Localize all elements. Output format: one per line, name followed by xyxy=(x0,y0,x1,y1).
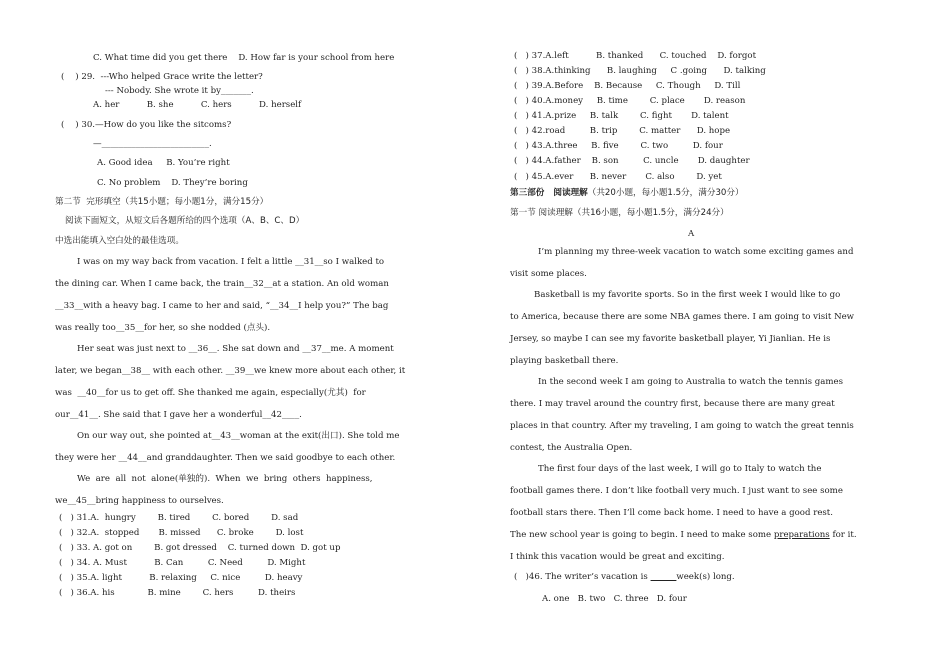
option-row: ( ) 35.A. light B. relaxing C. nice D. heavy xyxy=(59,573,303,583)
part3-heading-scoring: （共20小题，每小题1.5分，满分30分） xyxy=(587,188,744,198)
option-row: ( ) 31.A. hungry B. tired C. bored D. sad xyxy=(59,513,299,523)
passage-line: the dining car. When I came back, the train__32__at a station. An old woman xyxy=(55,279,389,289)
passage-line: I think this vacation would be great and exciting. xyxy=(510,552,725,562)
option-row: ( ) 32.A. stopped B. missed C. broke D. lost xyxy=(59,528,304,538)
passage-line: our__41__. She said that I gave her a wonderful__42____. xyxy=(55,410,302,420)
q46-stem-text: ( )46. The writer’s vacation is xyxy=(514,572,651,582)
option-row: ( ) 45.A.ever B. never C. also D. yet xyxy=(514,172,722,182)
passage-line: I was on my way back from vacation. I felt a little __31__so I walked to xyxy=(77,257,385,267)
section2-heading: 第二节 完形填空（共15小题；每小题1分，满分15分） xyxy=(55,197,269,207)
q46-options: A. one B. two C. three D. four xyxy=(542,594,687,604)
q28-options-cd: C. What time did you get there D. How far is your school from here xyxy=(93,53,395,63)
option-row: ( ) 39.A.Before B. Because C. Though D. Till xyxy=(514,81,741,91)
passage-line: football games there. I don’t like football very much. I just want to see some xyxy=(510,486,843,496)
passage-line: I’m planning my three-week vacation to watch some exciting games and xyxy=(538,247,854,257)
q30-answer: —_________________________. xyxy=(93,139,212,149)
option-row: ( ) 38.A.thinking B. laughing C .going D. talking xyxy=(514,66,766,76)
q30-options-ab: A. Good idea B. You’re right xyxy=(97,158,230,168)
passage-line: places in that country. After my traveling, I am going to watch the great tennis xyxy=(510,421,854,431)
option-row: ( ) 41.A.prize B. talk C. fight D. talent xyxy=(514,111,729,121)
passage-line: later, we began__38__ with each other. __39__we knew more about each other, it xyxy=(55,366,406,376)
option-row: ( ) 42.road B. trip C. matter D. hope xyxy=(514,126,731,136)
option-row: ( ) 37.A.left B. thanked C. touched D. forgot xyxy=(514,51,757,61)
q46-stem xyxy=(514,572,735,582)
option-row: ( ) 33. A. got on B. got dressed C. turned down D. got up xyxy=(59,543,341,553)
passage-text: The new school year is going to begin. I need to make some xyxy=(510,530,774,540)
passage-line: visit some places. xyxy=(510,269,587,279)
q30-options-cd: C. No problem D. They’re boring xyxy=(97,178,248,188)
q46-blank: ______ xyxy=(650,572,677,582)
section2-instruction-2: 中选出能填入空白处的最佳选项。 xyxy=(55,236,184,246)
passage-line: Her seat was just next to __36__. She sat down and __37__me. A moment xyxy=(77,344,394,354)
option-row: ( ) 34. A. Must B. Can C. Need D. Might xyxy=(59,558,306,568)
section1-heading: 第一节 阅读理解（共16小题，每小题1.5分，满分24分） xyxy=(510,208,729,218)
passage-line: We are all not alone(单独的). When we bring others happiness, xyxy=(77,474,373,484)
passage-letter: A xyxy=(688,229,695,239)
passage-line: __33__with a heavy bag. I came to her and said, “__34__I help you?” The bag xyxy=(55,301,389,311)
passage-line: there. I may travel around the country first, because there are many great xyxy=(510,399,835,409)
passage-line: to America, because there are some NBA games there. I am going to visit New xyxy=(510,312,855,322)
option-row: ( ) 40.A.money B. time C. place D. reason xyxy=(514,96,746,106)
option-row: ( ) 44.A.father B. son C. uncle D. daughter xyxy=(514,156,750,166)
passage-line: playing basketball there. xyxy=(510,356,619,366)
q30-stem: ( ) 30.—How do you like the sitcoms? xyxy=(61,120,232,130)
passage-text: for it. xyxy=(829,530,857,540)
option-row: ( ) 43.A.three B. five C. two D. four xyxy=(514,141,723,151)
passage-line: On our way out, she pointed at__43__woman at the exit(出口). She told me xyxy=(77,431,400,441)
passage-line: football stars there. Then I’ll come back home. I need to have a good rest. xyxy=(510,508,833,518)
passage-line: Jersey, so maybe I can see my favorite basketball player, Yi Jianlian. He is xyxy=(510,334,831,344)
part3-heading xyxy=(510,188,744,198)
part3-heading-title: 第三部份 阅读理解 xyxy=(510,188,588,198)
q46-stem-tail: week(s) long. xyxy=(676,572,735,582)
passage-line: The first four days of the last week, I will go to Italy to watch the xyxy=(538,464,822,474)
passage-line: In the second week I am going to Australia to watch the tennis games xyxy=(538,377,843,387)
q29-answer: --- Nobody. She wrote it by_______. xyxy=(105,86,254,96)
option-row: ( ) 36.A. his B. mine C. hers D. theirs xyxy=(59,588,296,598)
passage-line: was __40__for us to get off. She thanked me again, especially(尤其) for xyxy=(55,388,366,398)
passage-line: contest, the Australia Open. xyxy=(510,443,633,453)
passage-line: they were her __44__and granddaughter. Then we said goodbye to each other. xyxy=(55,453,396,463)
left-column xyxy=(55,0,425,658)
q29-stem: ( ) 29. ---Who helped Grace write the letter? xyxy=(61,72,263,82)
passage-line: Basketball is my favorite sports. So in the first week I would like to go xyxy=(534,290,841,300)
q29-options: A. her B. she C. hers D. herself xyxy=(93,100,302,110)
underlined-word: preparations xyxy=(773,530,830,540)
right-column xyxy=(508,0,878,658)
section2-instruction-1: 阅读下面短文，从短文后各题所给的四个选项（A、B、C、D） xyxy=(65,216,305,226)
passage-line: we__45__bring happiness to ourselves. xyxy=(55,496,224,506)
passage-line: was really too__35__for her, so she nodded (点头). xyxy=(55,323,271,333)
passage-line xyxy=(510,530,857,540)
